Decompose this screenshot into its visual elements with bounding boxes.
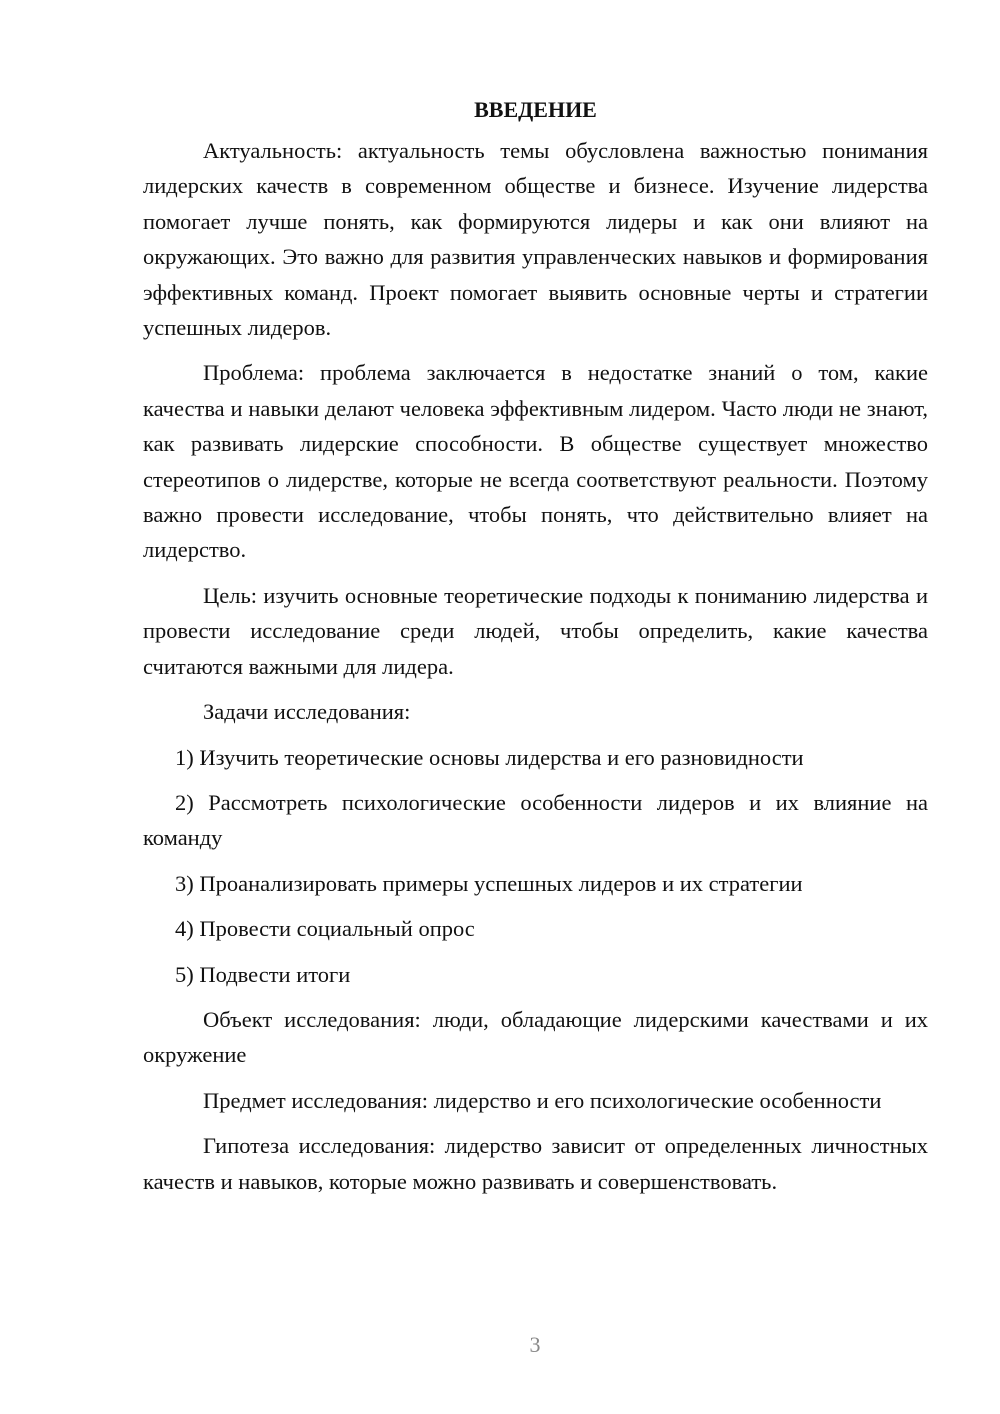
goal-paragraph: Цель: изучить основные теоретические подходы к пониманию лидерства и провести исследование среди людей, чтобы определить, какие качества считаются важными для лидера. [143,582,928,679]
document-page [143,95,928,1209]
object-paragraph: Объект исследования: люди, обладающие лидерскими качествами и их окружение [143,1006,928,1068]
tasks-heading: Задачи исследования: [203,699,411,725]
task-item: 4) Провести социальный опрос [175,916,475,942]
section-title: ВВЕДЕНИЕ [474,97,597,122]
task-item: 1) Изучить теоретические основы лидерства и его разновидности [175,744,804,770]
task-item: 2) Рассмотреть психологические особенности лидеров и их влияние на команду [143,789,928,851]
relevance-paragraph: Актуальность: актуальность темы обусловлена важностью понимания лидерских качеств в современном обществе и бизнесе. Изучение лидерства помогает лучше понять, как формируются лидеры и как они влияют на окружающих. Это важно для развития управленческих навыков и формирования эффективных команд. Проект помогает выявить основные черты и стратегии успешных лидеров. [143,138,928,341]
task-item: 3) Проанализировать примеры успешных лидеров и их стратегии [175,870,803,896]
problem-paragraph: Проблема: проблема заключается в недостатке знаний о том, какие качества и навыки делают человека эффективным лидером. Часто люди не знают, как развивать лидерские способности. В обществе существует множество стереотипов о лидерстве, которые не всегда соответствуют реальности. Поэтому важно провести исследование, чтобы понять, что действительно влияет на лидерство. [143,360,928,563]
page-number: 3 [529,1332,541,1357]
subject-paragraph: Предмет исследования: лидерство и его психологические особенности [203,1087,882,1113]
task-item: 5) Подвести итоги [175,961,351,987]
hypothesis-paragraph: Гипотеза исследования: лидерство зависит от определенных личностных качеств и навыков, которые можно развивать и совершенствовать. [143,1133,928,1194]
